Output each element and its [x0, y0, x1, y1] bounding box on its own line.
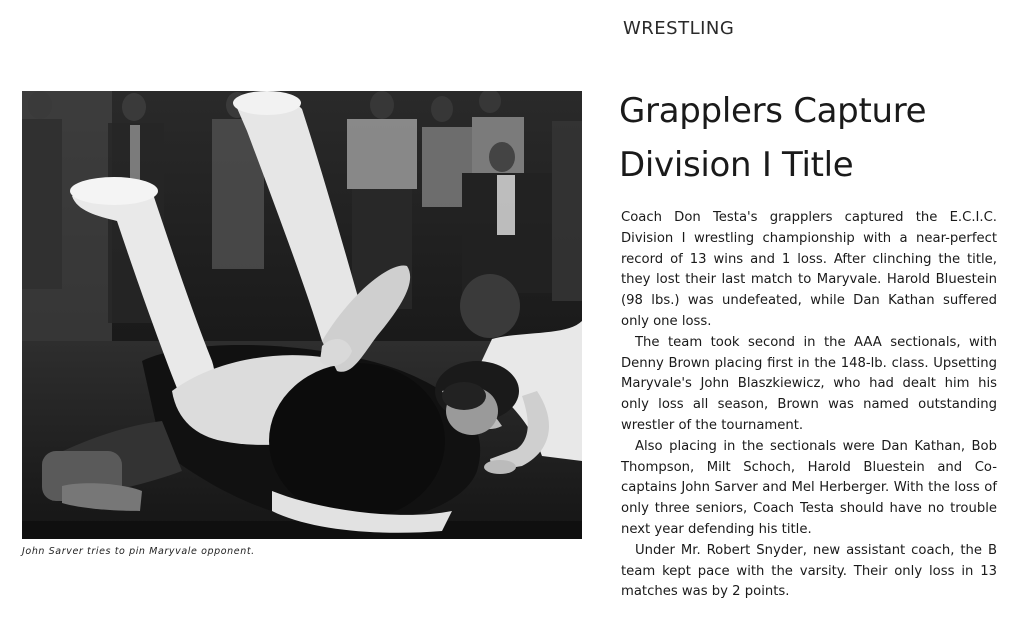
article-paragraph-2: The team took second in the AAA sectionals, with Denny Brown placing first in the 148-lb. class. Upsetting Maryvale's John Blaszkiewicz, who had dealt him his only loss all season, Brown was named outstanding wrestler of the tournament.: [621, 334, 997, 433]
headline: [619, 84, 1009, 192]
article-body: [621, 208, 997, 603]
article-paragraph-1: Coach Don Testa's grapplers captured the E.C.I.C. Division I wrestling championship with a near-perfect record of 13 wins and 1 loss. After clinching the title, they lost their last match to Maryvale. Harold Bluestein (98 lbs.) was undefeated, while Dan Kathan suffered only one loss.: [621, 210, 997, 329]
article-paragraph-3: Also placing in the sectionals were Dan Kathan, Bob Thompson, Milt Schoch, Harold Bluestein and Co-captains John Sarver and Mel Herberger. With the loss of only three seniors, Coach Testa should have no trouble next year defending his title.: [621, 438, 997, 537]
section-label: WRESTLING: [623, 18, 735, 39]
article-paragraph-4: Under Mr. Robert Snyder, new assistant coach, the B team kept pace with the varsity. Their only loss in 13 matches was by 2 points.: [621, 542, 997, 600]
wrestling-photo: [22, 91, 582, 539]
photo-caption: John Sarver tries to pin Maryvale opponent.: [22, 546, 255, 557]
headline-line-2: Division I Title: [619, 145, 854, 185]
photo-illustration: [22, 91, 582, 539]
headline-line-1: Grapplers Capture: [619, 91, 927, 131]
